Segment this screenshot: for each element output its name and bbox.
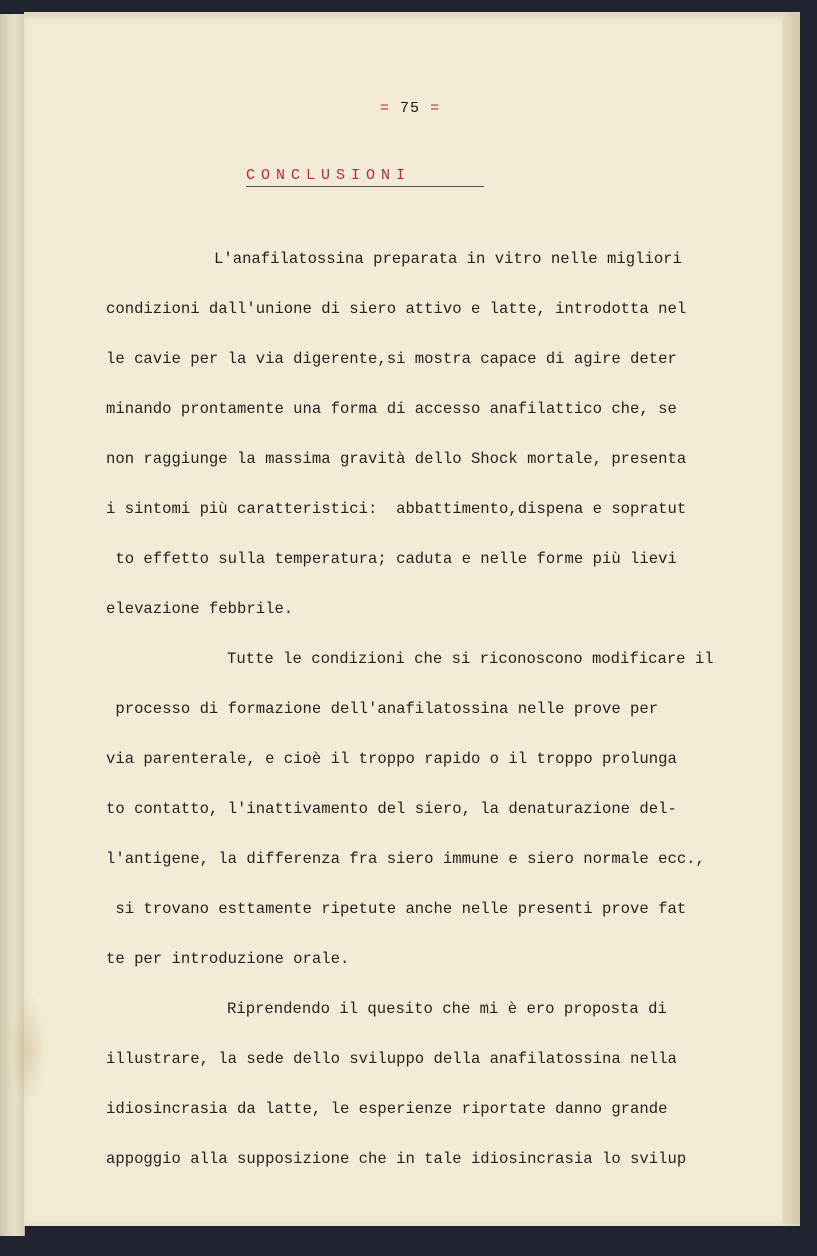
page-number-value: 75	[400, 100, 421, 117]
text-line: to contatto, l'inattivamento del siero, la denaturazione del-	[106, 800, 677, 818]
text-line: elevazione febbrile.	[106, 600, 294, 618]
text-line: L'anafilatossina preparata in vitro nelle migliori	[214, 250, 682, 268]
text-line: processo di formazione dell'anafilatossina nelle prove per	[106, 700, 659, 718]
text-line: le cavie per la via digerente,si mostra capace di agire deter	[106, 350, 677, 368]
text-line: non raggiunge la massima gravità dello Shock mortale, presenta	[106, 450, 687, 468]
text-line: via parenterale, e cioè il troppo rapido o il troppo prolunga	[106, 750, 677, 768]
text-line: idiosincrasia da latte, le esperienze riportate danno grande	[106, 1100, 668, 1118]
paper-stain	[10, 990, 46, 1110]
text-line: to effetto sulla temperatura; caduta e nelle forme più lievi	[106, 550, 677, 568]
text-line: si trovano esttamente ripetute anche nelle presenti prove fat	[106, 900, 687, 918]
text-line: Riprendendo il quesito che mi è ero proposta di	[227, 1000, 667, 1018]
text-line: minando prontamente una forma di accesso anafilattico che, se	[106, 400, 677, 418]
page-number-prefix: =	[380, 100, 391, 117]
text-line: Tutte le condizioni che si riconoscono modificare il	[227, 650, 714, 668]
page-number	[380, 100, 440, 117]
document-page	[24, 12, 800, 1226]
page-right-edge	[782, 14, 800, 1224]
section-heading: CONCLUSIONI	[246, 167, 484, 187]
text-line: te per introduzione orale.	[106, 950, 350, 968]
page-number-suffix: =	[430, 100, 441, 117]
text-line: appoggio alla supposizione che in tale idiosincrasia lo svilup	[106, 1150, 687, 1168]
text-line: i sintomi più caratteristici: abbattimento,dispena e sopratut	[106, 500, 687, 518]
text-line: l'antigene, la differenza fra siero immune e siero normale ecc.,	[106, 850, 705, 868]
text-line: illustrare, la sede dello sviluppo della anafilatossina nella	[106, 1050, 677, 1068]
text-line: condizioni dall'unione di siero attivo e latte, introdotta nel	[106, 300, 687, 318]
